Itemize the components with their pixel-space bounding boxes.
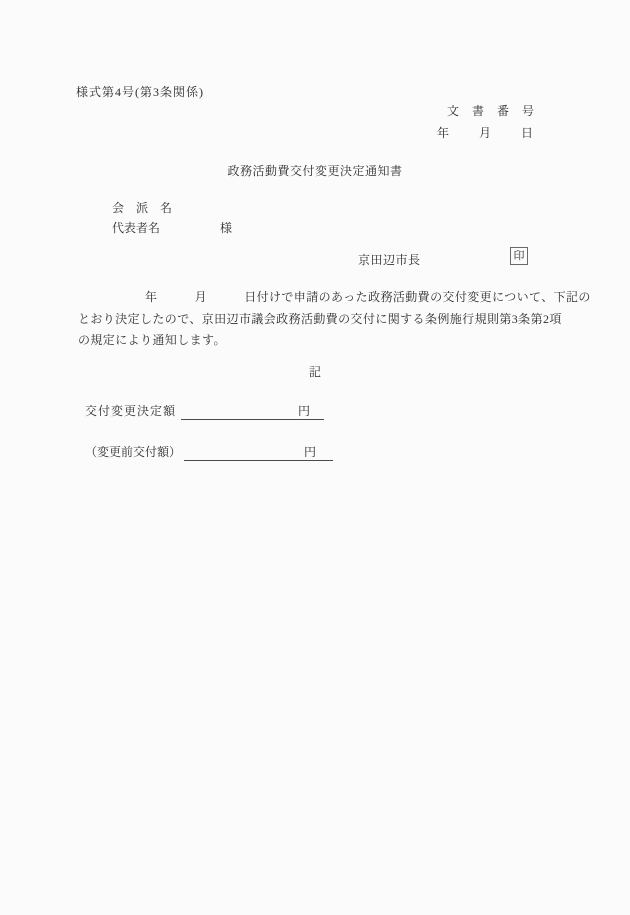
record-heading: 記 bbox=[308, 365, 321, 379]
honorific-sama: 様 bbox=[220, 221, 233, 235]
seal-placeholder-box: 印 bbox=[510, 247, 528, 265]
previous-amount-field-row bbox=[85, 443, 333, 461]
amount-field-row bbox=[85, 402, 324, 420]
body-line-2: とおり決定したので、京田辺市議会政務活動費の交付に関する条例施行規則第3条第2項 bbox=[78, 311, 562, 326]
amount-field-label: 交付変更決定額 bbox=[85, 404, 177, 418]
body-line-3: の規定により通知します。 bbox=[78, 333, 226, 347]
previous-amount-field-label: （変更前交付額） bbox=[85, 445, 182, 459]
body-line-1: 年 月 日付けで申請のあった政務活動費の交付変更について、下記の bbox=[145, 290, 591, 304]
mayor-signature-label: 京田辺市長 bbox=[358, 253, 421, 267]
previous-amount-fill-line: 円 bbox=[184, 443, 333, 461]
document-date-line: 年 月 日 bbox=[437, 126, 536, 140]
faction-name-label: 会 派 名 bbox=[112, 201, 173, 215]
page-title: 政務活動費交付変更決定通知書 bbox=[227, 164, 403, 178]
representative-line bbox=[112, 219, 232, 236]
document-number-label: 文 書 番 号 bbox=[447, 104, 535, 118]
body-paragraph bbox=[78, 287, 591, 352]
form-number: 様式第4号(第3条関係) bbox=[76, 85, 204, 99]
representative-name-label: 代表者名 bbox=[112, 221, 161, 235]
amount-fill-line: 円 bbox=[181, 402, 324, 420]
